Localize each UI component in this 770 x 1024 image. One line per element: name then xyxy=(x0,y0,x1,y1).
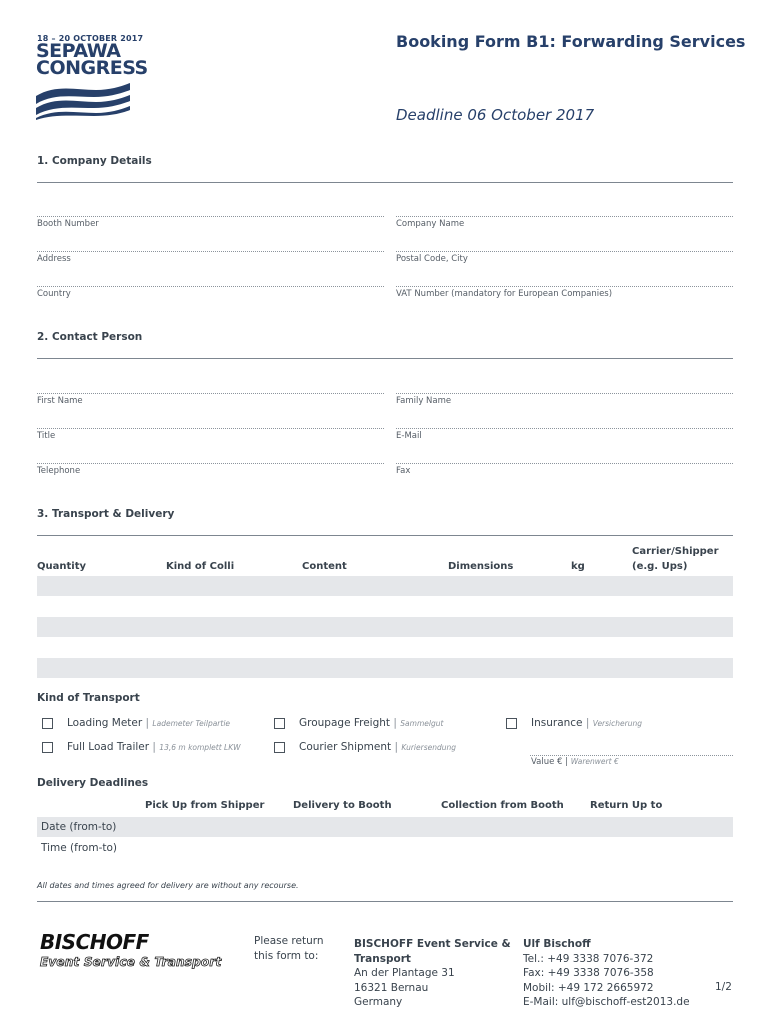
contact-email[interactable]: E-Mail: ulf@bischoff-est2013.de xyxy=(523,996,690,1008)
logo-name-line2: CONGRESS xyxy=(36,57,148,79)
row-label-date: Date (from-to) xyxy=(41,821,117,833)
contact-tel: Tel.: +49 3338 7076-372 xyxy=(523,952,654,965)
field-label-first-name: First Name xyxy=(37,396,83,406)
logo-name-line1: SEPAWA xyxy=(36,40,121,62)
contact-name: Ulf Bischoff xyxy=(523,938,591,950)
field-line[interactable] xyxy=(37,251,384,252)
field-line[interactable] xyxy=(37,428,384,429)
option-courier-shipment: Courier Shipment | Kuriersendung xyxy=(299,741,456,753)
street: An der Plantage 31 xyxy=(354,967,455,979)
field-label-vat-number: VAT Number (mandatory for European Companies) xyxy=(396,289,613,299)
bischoff-logo: BISCHOFF xyxy=(40,930,149,954)
field-line[interactable] xyxy=(396,251,733,252)
col-quantity: Quantity xyxy=(37,561,86,572)
col-kg: kg xyxy=(571,561,585,572)
table-row[interactable] xyxy=(37,617,733,637)
table-row[interactable] xyxy=(37,658,733,678)
option-label: Insurance xyxy=(531,717,583,729)
section-rule xyxy=(37,182,733,183)
company-name-cont: Transport xyxy=(354,952,411,965)
option-insurance: Insurance | Versicherung xyxy=(531,717,642,729)
value-field-label: Value € | Warenwert € xyxy=(531,757,619,767)
contact-fax: Fax: +49 3338 7076-358 xyxy=(523,967,654,979)
field-line[interactable] xyxy=(396,463,733,464)
field-label-postal-code-city: Postal Code, City xyxy=(396,254,468,264)
field-line[interactable] xyxy=(396,216,733,217)
col-collection-from-booth: Collection from Booth xyxy=(441,800,564,811)
bischoff-logo-sub: Event Service & Transport xyxy=(40,955,222,969)
page-number: 1/2 xyxy=(715,981,732,993)
contact-block xyxy=(523,937,690,1010)
field-label-title: Title xyxy=(37,431,56,441)
section-contact-heading: 2. Contact Person xyxy=(37,331,143,343)
checkbox-insurance[interactable] xyxy=(506,718,517,729)
checkbox-groupage-freight[interactable] xyxy=(274,718,285,729)
col-pick-up: Pick Up from Shipper xyxy=(145,800,265,811)
checkbox-full-load-trailer[interactable] xyxy=(42,742,53,753)
logo-date: 18 – 20 OCTOBER 2017 xyxy=(37,34,144,43)
table-row[interactable] xyxy=(37,817,733,837)
section-company-heading: 1. Company Details xyxy=(37,155,152,167)
section-rule xyxy=(37,358,733,359)
return-line: Please return xyxy=(254,935,324,947)
row-label-time: Time (from-to) xyxy=(41,842,117,854)
field-label-telephone: Telephone xyxy=(37,466,81,476)
footer-rule xyxy=(37,901,733,902)
deadline: Deadline 06 October 2017 xyxy=(396,106,595,124)
city: 16321 Bernau xyxy=(354,981,429,994)
table-row[interactable] xyxy=(37,576,733,596)
col-kind-of-colli: Kind of Colli xyxy=(166,561,235,572)
field-label-email: E-Mail xyxy=(396,431,422,441)
col-dimensions: Dimensions xyxy=(448,561,514,572)
field-label-family-name: Family Name xyxy=(396,396,452,406)
company-name: BISCHOFF Event Service & xyxy=(354,938,511,950)
delivery-deadlines-heading: Delivery Deadlines xyxy=(37,777,149,789)
col-delivery-to-booth: Delivery to Booth xyxy=(293,800,392,811)
field-line[interactable] xyxy=(396,393,733,394)
option-groupage-freight: Groupage Freight | Sammelgut xyxy=(299,717,444,729)
field-line[interactable] xyxy=(37,463,384,464)
field-line[interactable] xyxy=(396,286,733,287)
field-label-address: Address xyxy=(37,254,71,264)
return-note xyxy=(254,934,324,963)
option-sub: Sammelgut xyxy=(400,719,444,728)
section-transport-heading: 3. Transport & Delivery xyxy=(37,508,175,520)
field-line[interactable] xyxy=(37,216,384,217)
checkbox-courier-shipment[interactable] xyxy=(274,742,285,753)
option-sub: Lademeter Teilpartie xyxy=(152,719,231,728)
company-address xyxy=(354,937,511,1010)
option-label: Loading Meter xyxy=(67,717,143,729)
kind-of-transport-heading: Kind of Transport xyxy=(37,692,140,704)
logo-name xyxy=(36,40,148,79)
field-label-fax: Fax xyxy=(396,466,411,476)
option-sub: Kuriersendung xyxy=(401,743,456,752)
section-rule xyxy=(37,535,733,536)
option-sub: Versicherung xyxy=(592,719,642,728)
option-label: Full Load Trailer xyxy=(67,741,150,753)
option-label: Courier Shipment xyxy=(299,741,392,753)
field-line[interactable] xyxy=(396,428,733,429)
country: Germany xyxy=(354,996,403,1008)
col-return-up-to: Return Up to xyxy=(590,800,663,811)
col-carrier-example: (e.g. Ups) xyxy=(632,561,688,572)
value-label: Value € xyxy=(531,757,563,767)
option-full-load-trailer: Full Load Trailer | 13,6 m komplett LKW xyxy=(67,741,241,753)
option-label: Groupage Freight xyxy=(299,717,391,729)
field-label-company-name: Company Name xyxy=(396,219,465,229)
checkbox-loading-meter[interactable] xyxy=(42,718,53,729)
recourse-note: All dates and times agreed for delivery are without any recourse. xyxy=(37,881,299,890)
option-sub: 13,6 m komplett LKW xyxy=(159,743,241,752)
col-carrier-shipper: Carrier/Shipper xyxy=(632,546,719,557)
value-field-line[interactable] xyxy=(530,755,733,756)
col-content: Content xyxy=(302,561,347,572)
logo-wave-icon xyxy=(36,80,130,120)
page-title: Booking Form B1: Forwarding Services xyxy=(396,32,746,51)
field-line[interactable] xyxy=(37,286,384,287)
option-loading-meter: Loading Meter | Lademeter Teilpartie xyxy=(67,717,231,729)
field-label-country: Country xyxy=(37,289,71,299)
field-line[interactable] xyxy=(37,393,384,394)
return-line: this form to: xyxy=(254,949,319,962)
contact-mobile: Mobil: +49 172 2665972 xyxy=(523,981,654,994)
value-sub: Warenwert € xyxy=(570,757,619,766)
field-label-booth-number: Booth Number xyxy=(37,219,99,229)
